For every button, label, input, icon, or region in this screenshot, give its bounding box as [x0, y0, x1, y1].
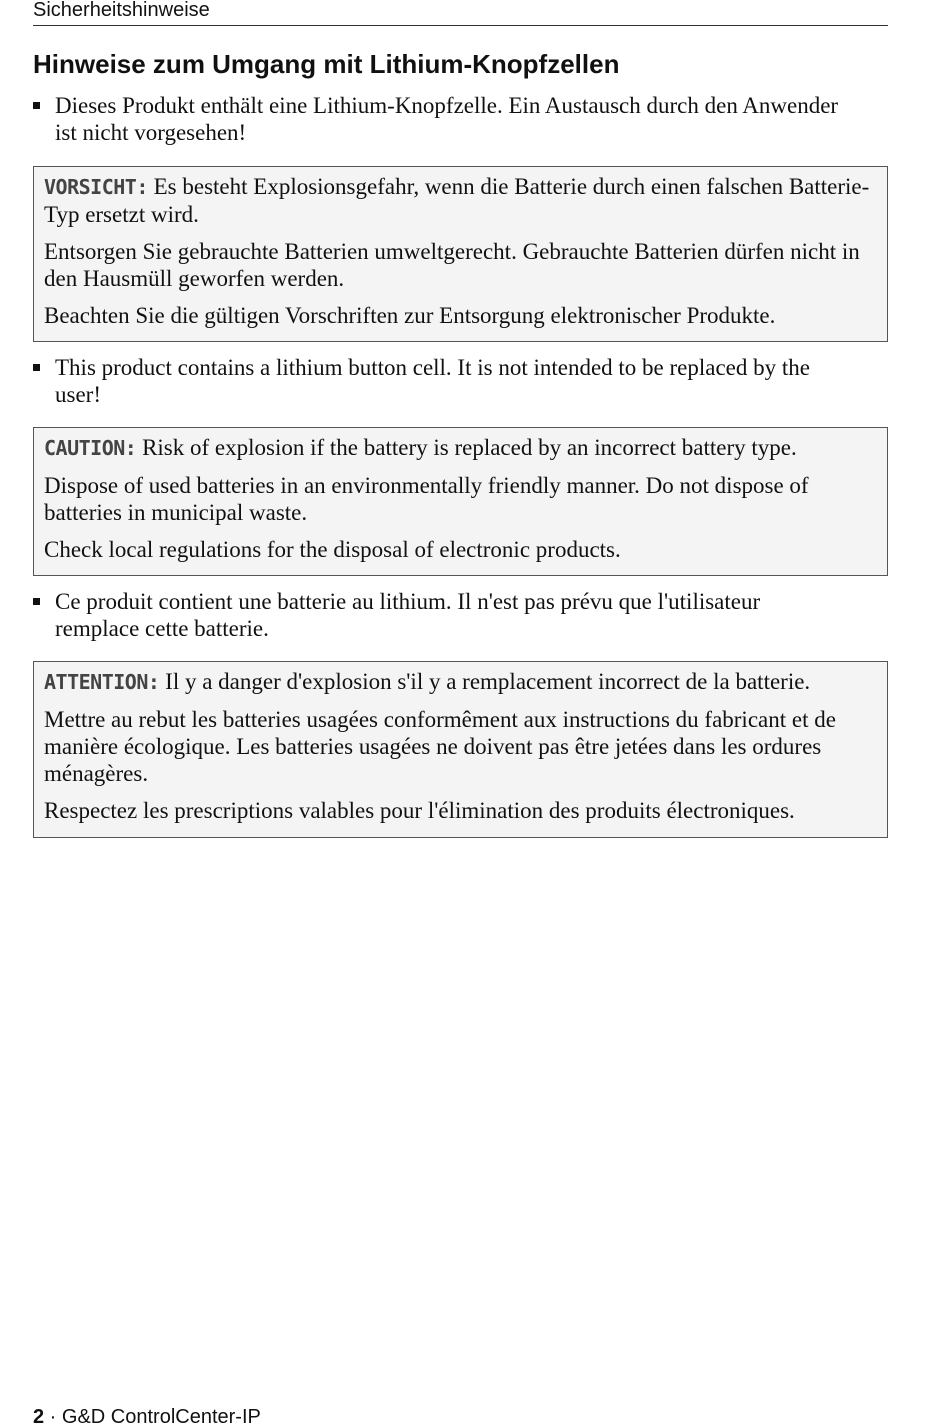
warning-text-german: Es besteht Explosionsgefahr, wenn die Batterie durch einen falschen Batterie-Typ ersetzt wird.	[44, 174, 870, 227]
bullet-text-german: Dieses Produkt enthält eine Lithium-Knopfzelle. Ein Austausch durch den Anwender ist nicht vorgesehen!	[55, 93, 839, 145]
warning-keyword-english: CAUTION:	[44, 436, 137, 460]
square-bullet-icon	[33, 102, 40, 109]
bullet-text-english: This product contains a lithium button cell. It is not intended to be replaced by the user!	[55, 355, 810, 407]
square-bullet-icon	[33, 598, 40, 605]
page-footer	[33, 1406, 261, 1428]
warning-box-french	[33, 661, 888, 838]
section-heading: Hinweise zum Umgang mit Lithium-Knopfzellen	[33, 49, 620, 79]
warning-text-english: Risk of explosion if the battery is replaced by an incorrect battery type.	[142, 435, 797, 460]
page-number: 2	[33, 1406, 45, 1428]
square-bullet-icon	[33, 364, 40, 371]
warning-text-french: Il y a danger d'explosion s'il y a remplacement incorrect de la batterie.	[165, 669, 811, 694]
running-header	[33, 0, 888, 26]
footer-product-name: G&D ControlCenter-IP	[61, 1406, 261, 1428]
warning-box-german	[33, 166, 888, 342]
warning-paragraph-french	[44, 668, 877, 696]
regulations-paragraph-german: Beachten Sie die gültigen Vorschriften zur Entsorgung elektronischer Produkte.	[44, 303, 776, 328]
disposal-paragraph-english: Dispose of used batteries in an environmentally friendly manner. Do not dispose of batteries in municipal waste.	[44, 473, 809, 525]
warning-paragraph-english	[44, 434, 877, 462]
bullet-item-french	[33, 588, 843, 642]
warning-box-english	[33, 427, 888, 576]
bullet-item-english	[33, 354, 843, 408]
warning-keyword-german: VORSICHT:	[44, 175, 148, 199]
disposal-paragraph-french: Mettre au rebut les batteries usagées conformêment aux instructions du fabricant et de manière écologique. Les batteries usagées ne doivent pas être jetées dans les ordures ménagères.	[44, 707, 836, 786]
regulations-paragraph-english: Check local regulations for the disposal of electronic products.	[44, 537, 621, 562]
document-page	[33, 0, 888, 1428]
warning-paragraph-german	[44, 173, 877, 228]
footer-separator: ·	[44, 1406, 62, 1428]
running-header-title: Sicherheitshinweise	[33, 0, 210, 21]
regulations-paragraph-french: Respectez les prescriptions valables pour l'élimination des produits électroniques.	[44, 798, 795, 823]
warning-keyword-french: ATTENTION:	[44, 670, 160, 694]
bullet-item-german	[33, 92, 843, 146]
bullet-text-french: Ce produit contient une batterie au lithium. Il n'est pas prévu que l'utilisateur remplace cette batterie.	[55, 589, 761, 641]
disposal-paragraph-german: Entsorgen Sie gebrauchte Batterien umweltgerecht. Gebrauchte Batterien dürfen nicht in den Hausmüll geworfen werden.	[44, 239, 860, 291]
